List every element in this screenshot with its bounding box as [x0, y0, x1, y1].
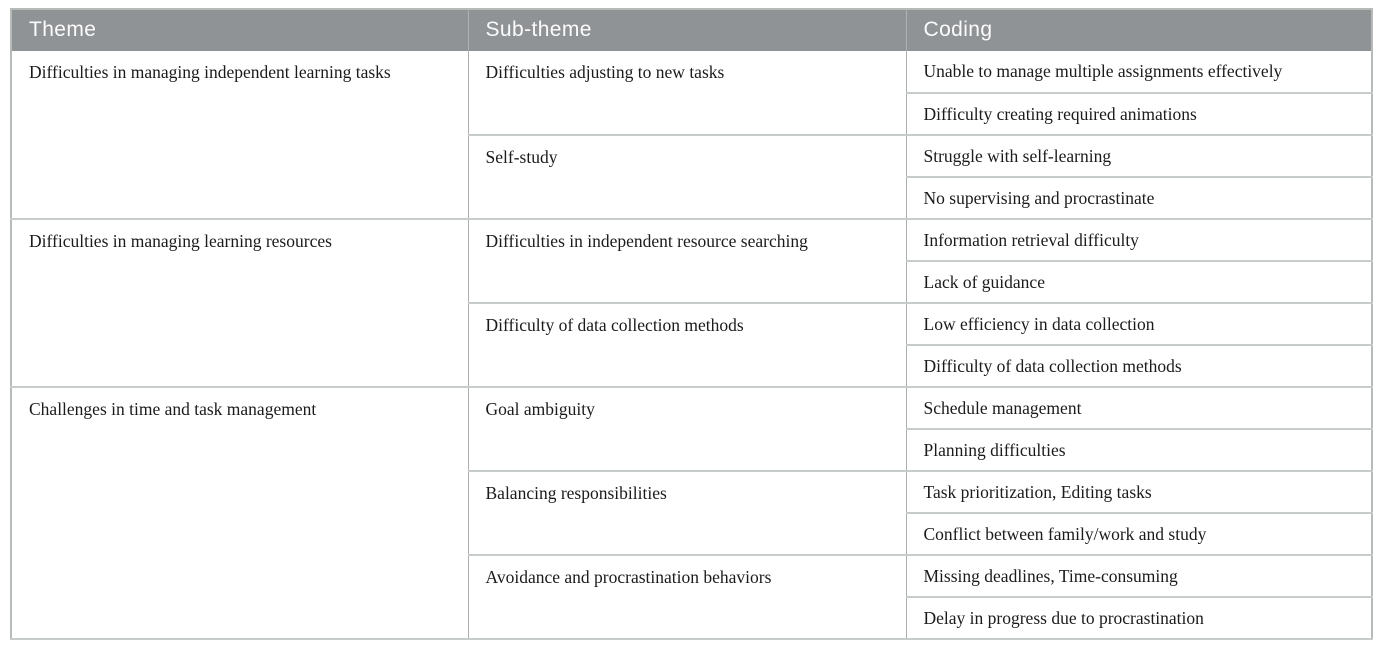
sub-theme-cell: Balancing responsibilities [468, 471, 906, 555]
sub-theme-cell: Goal ambiguity [468, 387, 906, 471]
coding-cell: Schedule management [906, 387, 1372, 429]
coding-cell: Struggle with self-learning [906, 135, 1372, 177]
coding-cell: Difficulty creating required animations [906, 93, 1372, 135]
coding-cell: Difficulty of data collection methods [906, 345, 1372, 387]
table-row [11, 51, 1372, 93]
sub-theme-cell: Difficulty of data collection methods [468, 303, 906, 387]
theme-cell: Challenges in time and task management [11, 387, 468, 639]
coding-cell: Unable to manage multiple assignments effectively [906, 51, 1372, 93]
table-row [11, 387, 1372, 429]
sub-theme-cell: Difficulties adjusting to new tasks [468, 51, 906, 135]
sub-theme-cell: Avoidance and procrastination behaviors [468, 555, 906, 639]
sub-theme-cell: Difficulties in independent resource searching [468, 219, 906, 303]
coding-cell: Lack of guidance [906, 261, 1372, 303]
column-header-coding: Coding [906, 9, 1372, 51]
thematic-coding-table-container [10, 8, 1371, 638]
coding-cell: No supervising and procrastinate [906, 177, 1372, 219]
column-header-theme: Theme [11, 9, 468, 51]
thematic-coding-table [10, 8, 1373, 640]
coding-cell: Conflict between family/work and study [906, 513, 1372, 555]
coding-cell: Task prioritization, Editing tasks [906, 471, 1372, 513]
coding-cell: Planning difficulties [906, 429, 1372, 471]
table-row [11, 219, 1372, 261]
coding-cell: Missing deadlines, Time-consuming [906, 555, 1372, 597]
theme-cell: Difficulties in managing independent learning tasks [11, 51, 468, 219]
theme-cell: Difficulties in managing learning resources [11, 219, 468, 387]
coding-cell: Information retrieval difficulty [906, 219, 1372, 261]
header-row [11, 9, 1372, 51]
sub-theme-cell: Self-study [468, 135, 906, 219]
column-header-sub-theme: Sub-theme [468, 9, 906, 51]
coding-cell: Delay in progress due to procrastination [906, 597, 1372, 639]
coding-cell: Low efficiency in data collection [906, 303, 1372, 345]
